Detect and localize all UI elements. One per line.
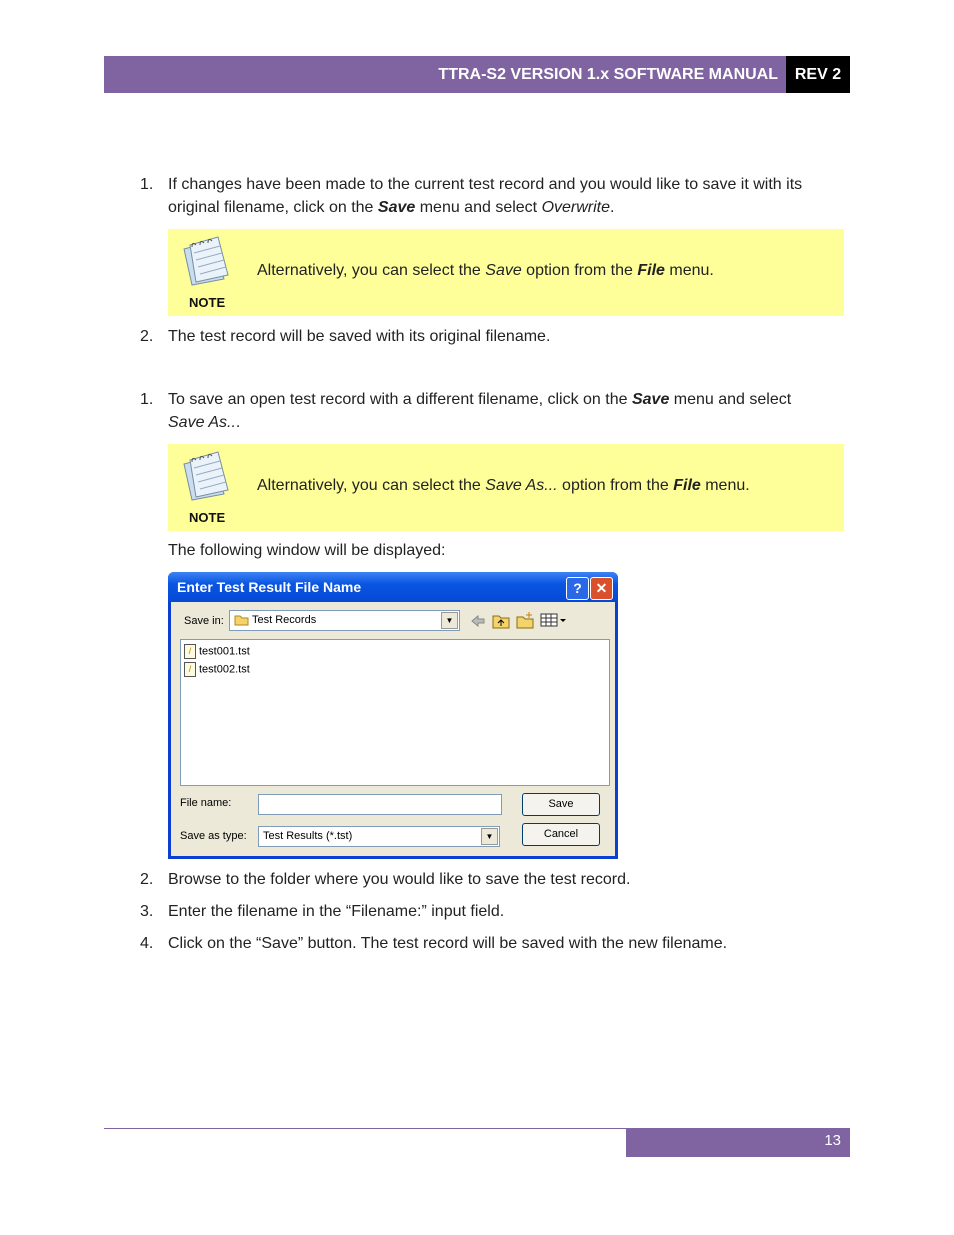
tst-file-icon: / xyxy=(184,644,196,659)
note-text-part: menu. xyxy=(664,262,714,279)
file-name-input[interactable] xyxy=(258,794,502,815)
step-1-overwrite xyxy=(140,173,840,219)
step-text: . xyxy=(610,199,615,216)
note-text xyxy=(257,259,714,282)
save-as-type-label: Save as type: xyxy=(180,830,247,842)
note-text xyxy=(257,474,750,497)
note-box xyxy=(168,444,844,531)
new-folder-icon[interactable] xyxy=(516,611,534,629)
file-name-text: test002.tst xyxy=(199,663,250,676)
save-in-dropdown[interactable] xyxy=(229,610,460,631)
cancel-button[interactable]: Cancel xyxy=(522,823,600,846)
step-3-enter-filename xyxy=(140,900,840,923)
save-in-label: Save in: xyxy=(184,615,224,627)
save-as-ref: Save As.. xyxy=(168,414,236,431)
step-2-saved xyxy=(140,325,840,348)
step-number: 1. xyxy=(140,391,154,408)
step-text: menu and select xyxy=(415,199,542,216)
view-menu-icon[interactable] xyxy=(540,613,566,627)
page-number: 13 xyxy=(824,1132,841,1149)
manual-title: TTRA-S2 VERSION 1.x SOFTWARE MANUAL xyxy=(438,66,778,83)
note-text-part: option from the xyxy=(557,477,674,494)
revision-badge: REV 2 xyxy=(786,56,850,93)
dialog-titlebar xyxy=(168,572,618,602)
back-icon[interactable] xyxy=(470,614,486,628)
note-label: NOTE xyxy=(189,510,226,525)
save-option-ref: Save xyxy=(485,262,522,279)
step-number: 2. xyxy=(140,328,154,345)
step-4-click-save xyxy=(140,932,840,955)
save-in-value: Test Records xyxy=(252,614,317,626)
step-number: 2. xyxy=(140,871,154,888)
note-text-part: menu. xyxy=(700,477,750,494)
folder-icon xyxy=(234,614,249,626)
step-1-save-as xyxy=(140,388,840,434)
save-as-type-value: Test Results (*.tst) xyxy=(263,830,353,842)
header-bar xyxy=(104,56,850,93)
list-item[interactable] xyxy=(184,644,250,659)
step-text: Browse to the folder where you would like to save the test record. xyxy=(168,871,631,888)
save-menu-ref: Save xyxy=(377,199,416,216)
overwrite-ref: Overwrite xyxy=(541,199,611,216)
help-button[interactable]: ? xyxy=(566,577,589,600)
page-number-box xyxy=(626,1128,850,1157)
chevron-down-icon[interactable]: ▼ xyxy=(441,612,458,629)
file-menu-ref: File xyxy=(673,477,701,494)
dialog-body xyxy=(171,602,615,856)
note-text-part: Alternatively, you can select the xyxy=(257,477,486,494)
step-number: 1. xyxy=(140,176,154,193)
save-dialog xyxy=(168,572,618,859)
note-label: NOTE xyxy=(189,295,226,310)
note-box xyxy=(168,229,844,316)
step-number: 4. xyxy=(140,935,154,952)
step-text: . xyxy=(235,414,241,431)
notepad-icon xyxy=(180,450,236,502)
note-text-part: Alternatively, you can select the xyxy=(257,262,486,279)
chevron-down-icon[interactable]: ▼ xyxy=(481,828,498,845)
file-list[interactable] xyxy=(180,639,610,786)
step-text: Click on the “Save” button. The test record will be saved with the new filename. xyxy=(168,935,728,952)
notepad-icon xyxy=(180,235,236,287)
note-text-part: option from the xyxy=(521,262,638,279)
save-as-type-dropdown[interactable] xyxy=(258,826,500,847)
tst-file-icon: / xyxy=(184,662,196,677)
save-button[interactable]: Save xyxy=(522,793,600,816)
step-text: To save an open test record with a different filename, click on the xyxy=(168,391,632,408)
list-item[interactable] xyxy=(184,662,250,677)
save-as-option-ref: Save As... xyxy=(485,477,558,494)
following-window-text: The following window will be displayed: xyxy=(168,542,446,559)
dialog-title: Enter Test Result File Name xyxy=(177,579,362,595)
save-menu-ref: Save xyxy=(631,391,670,408)
step-text: Enter the filename in the “Filename:” input field. xyxy=(168,903,505,920)
file-name-label: File name: xyxy=(180,797,232,809)
close-button[interactable]: ✕ xyxy=(590,577,613,600)
step-2-browse xyxy=(140,868,840,891)
step-text: menu and select xyxy=(669,391,792,408)
file-menu-ref: File xyxy=(637,262,665,279)
step-text: The test record will be saved with its original filename. xyxy=(168,328,551,345)
step-text: If changes have been made to the current test record and you would like to save it with its original filename, click on the xyxy=(168,176,803,216)
up-folder-icon[interactable] xyxy=(492,613,510,629)
file-name-text: test001.tst xyxy=(199,645,250,658)
step-number: 3. xyxy=(140,903,154,920)
